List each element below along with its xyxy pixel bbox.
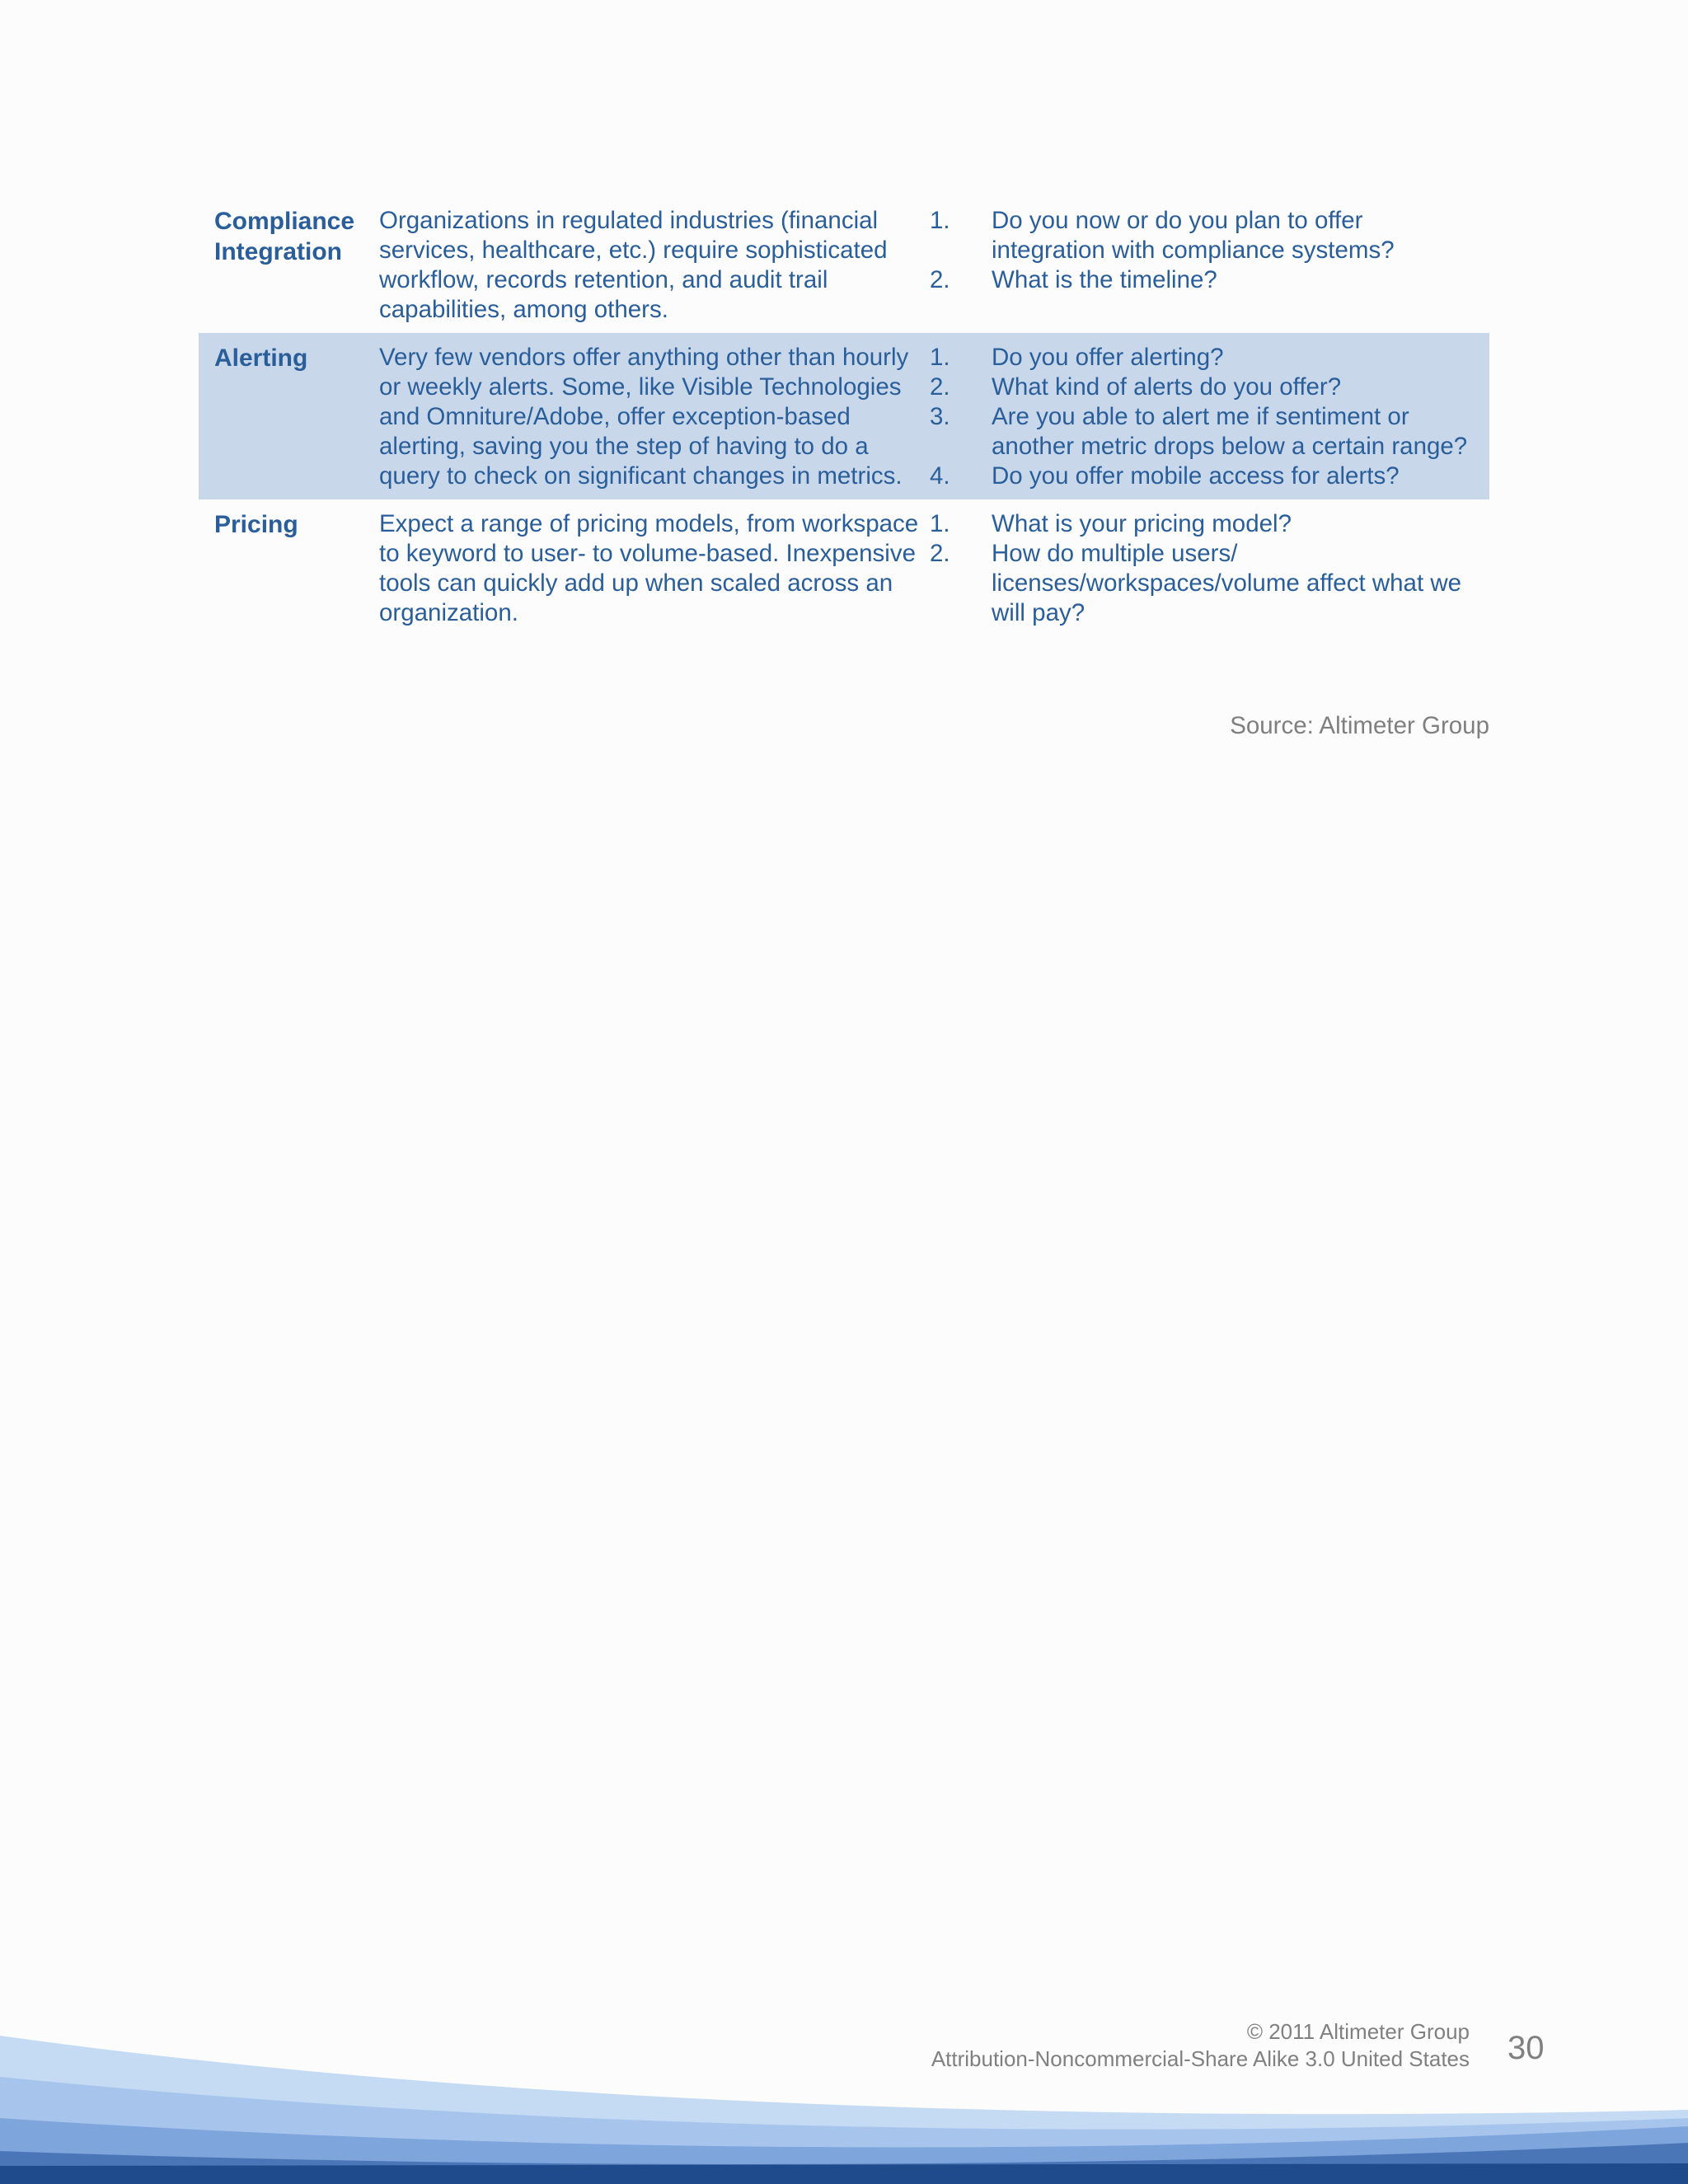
- table-row-compliance: [199, 196, 1489, 333]
- row-description: Very few vendors offer anything other than hourly or weekly alerts. Some, like Visible Technologies and Omniture/Adobe, offer exception-based alerting, saving you the step of having to do a query to check on significant changes in metrics.: [379, 344, 909, 490]
- question-number: 2.: [930, 373, 950, 401]
- question-item: [930, 265, 1489, 295]
- footer-license: Attribution-Noncommercial-Share Alike 3.0 United States: [931, 2046, 1470, 2071]
- question-item: [930, 462, 1489, 491]
- source-note: Source: Altimeter Group: [1230, 712, 1489, 739]
- row-questions: [930, 343, 1489, 491]
- question-item: [930, 206, 1489, 265]
- question-number: 2.: [930, 266, 950, 293]
- vendor-criteria-table: [199, 196, 1489, 636]
- row-category: Pricing: [214, 511, 298, 538]
- question-text: How do multiple users/ licenses/workspaces/volume affect what we will pay?: [992, 540, 1462, 626]
- question-number: 1.: [930, 207, 950, 234]
- row-questions: [930, 509, 1489, 628]
- question-number: 1.: [930, 344, 950, 371]
- question-item: [930, 343, 1489, 373]
- footer-text: [931, 2018, 1470, 2073]
- question-number: 1.: [930, 510, 950, 537]
- table-row-alerting: [199, 333, 1489, 499]
- row-questions: [930, 206, 1489, 295]
- question-text: Are you able to alert me if sentiment or another metric drops below a certain range?: [992, 403, 1468, 460]
- question-text: What is the timeline?: [992, 266, 1217, 293]
- question-item: [930, 539, 1489, 628]
- footer-copyright: © 2011 Altimeter Group: [1246, 2019, 1470, 2044]
- question-number: 2.: [930, 540, 950, 567]
- row-description: Organizations in regulated industries (financial services, healthcare, etc.) require sophisticated workflow, records retention, and audit trail capabilities, among others.: [379, 207, 888, 323]
- question-text: Do you offer mobile access for alerts?: [992, 462, 1400, 490]
- question-text: Do you now or do you plan to offer integration with compliance systems?: [992, 207, 1395, 264]
- row-category: Compliance Integration: [214, 208, 355, 265]
- question-item: [930, 373, 1489, 402]
- question-text: What is your pricing model?: [992, 510, 1292, 537]
- row-description: Expect a range of pricing models, from workspace to keyword to user- to volume-based. Inexpensive tools can quickly add up when scaled across an organization.: [379, 510, 919, 626]
- page-number: 30: [1507, 2030, 1545, 2066]
- question-item: [930, 402, 1489, 462]
- question-text: Do you offer alerting?: [992, 344, 1224, 371]
- question-item: [930, 509, 1489, 539]
- question-number: 4.: [930, 462, 950, 490]
- question-text: What kind of alerts do you offer?: [992, 373, 1342, 401]
- table-row-pricing: [199, 499, 1489, 636]
- row-category: Alerting: [214, 344, 308, 372]
- question-number: 3.: [930, 403, 950, 430]
